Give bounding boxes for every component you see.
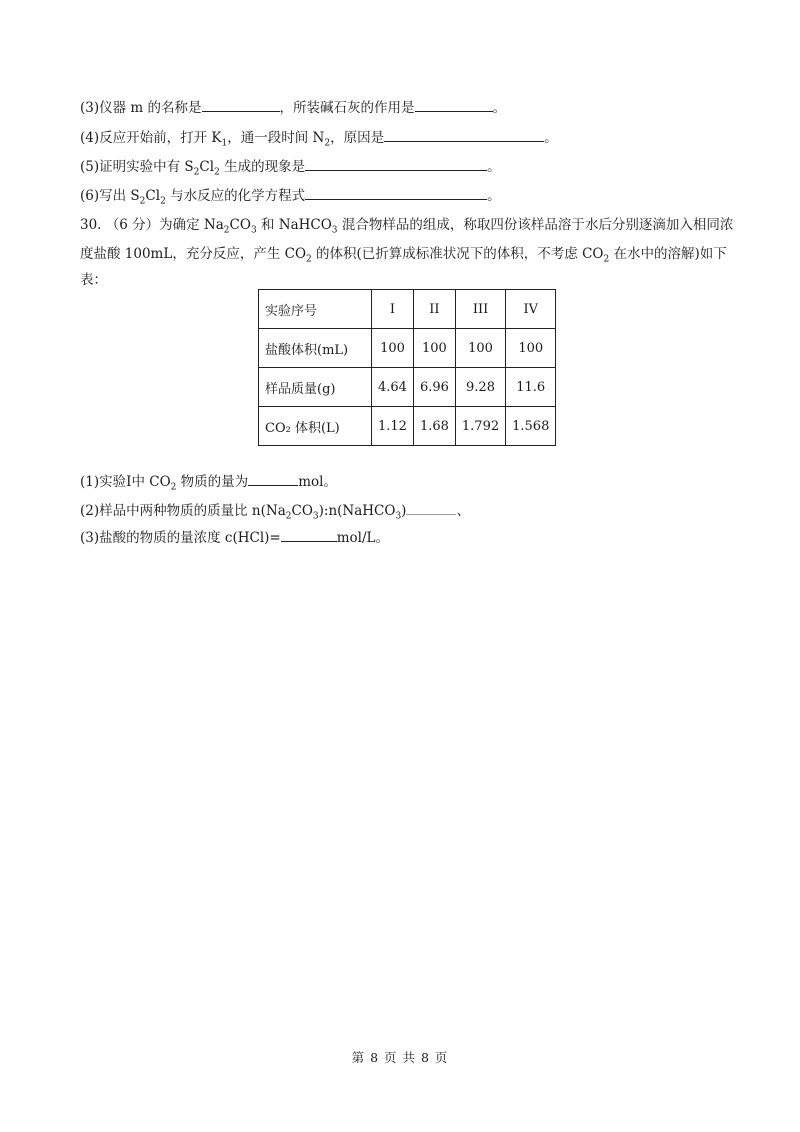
table-header-row: [259, 290, 556, 329]
s2-text-e: 、: [456, 503, 470, 519]
q4-text-3: ，原因是: [330, 130, 385, 146]
table-cell: 盐酸体积(mL): [259, 329, 372, 368]
s2-sub-1: 2: [285, 511, 292, 522]
q4-blank[interactable]: [384, 127, 544, 142]
q5-sub-1: 2: [193, 167, 200, 178]
s1-text-a: (1)实验I中 CO: [80, 474, 171, 490]
page-footer: 第 8 页 共 8 页: [351, 1050, 449, 1065]
q30-line-1: [80, 213, 733, 236]
q30-text-2c: 在水中的溶解)如下: [609, 246, 727, 262]
s3-text-a: (3)盐酸的物质的量浓度 c(HCl)=: [80, 530, 281, 546]
table-cell: 样品质量(g): [259, 368, 372, 407]
q30-line-2: [80, 242, 727, 265]
question-4: [80, 126, 558, 149]
s2-sub-2: 3: [312, 511, 319, 522]
subquestion-1: [80, 470, 337, 493]
table-header-cell: II: [413, 290, 455, 329]
q5-text-2: Cl: [199, 159, 215, 175]
table-row: [259, 368, 556, 407]
q5-blank[interactable]: [305, 156, 487, 171]
q30-sub-5: 2: [603, 254, 610, 265]
table-header-cell: I: [372, 290, 414, 329]
table-cell: 9.28: [455, 368, 505, 407]
table-row: [259, 407, 556, 446]
question-6: [80, 184, 501, 207]
q30-sub-1: 2: [223, 225, 230, 236]
q30-text-2a: 度盐酸 100mL，充分反应，产生 CO: [80, 246, 307, 262]
q4-text-2: ，通一段时间 N: [227, 130, 325, 146]
table-cell: 1.568: [506, 407, 556, 446]
q3-text-2: ，所装碱石灰的作用是: [279, 100, 415, 116]
s1-blank[interactable]: [248, 471, 298, 486]
s2-text-c: ):n(NaHCO: [318, 503, 396, 519]
table-row: [259, 329, 556, 368]
s2-text-b: CO: [291, 503, 313, 519]
table-cell: 1.12: [372, 407, 414, 446]
s1-text-b: 物质的量为: [176, 474, 249, 490]
table-cell: 4.64: [372, 368, 414, 407]
q5-text: (5)证明实验中有 S: [80, 159, 194, 175]
table-cell: 100: [455, 329, 505, 368]
subquestion-2: [80, 499, 470, 522]
q3-blank-2[interactable]: [415, 97, 493, 112]
q6-sub-1: 2: [139, 196, 146, 207]
q3-text: (3)仪器 m 的名称是: [80, 100, 202, 116]
q6-suffix: 。: [487, 188, 501, 204]
q6-blank[interactable]: [305, 185, 487, 200]
s3-blank[interactable]: [281, 527, 337, 542]
s2-sub-3: 3: [395, 511, 402, 522]
table-cell: 100: [413, 329, 455, 368]
q5-sub-2: 2: [214, 167, 220, 178]
table-cell: 100: [506, 329, 556, 368]
table-header-cell: IV: [506, 290, 556, 329]
table-cell: CO₂ 体积(L): [259, 407, 372, 446]
s3-text-b: mol/L。: [336, 530, 390, 546]
table-cell: 100: [372, 329, 414, 368]
q30-text-2b: 的体积(已折算成标准状况下的体积，不考虑 CO: [311, 246, 604, 262]
table-cell: 11.6: [506, 368, 556, 407]
q30-sub-3: 3: [331, 225, 338, 236]
q3-suffix: 。: [492, 100, 507, 116]
q4-suffix: 。: [544, 130, 558, 146]
subquestion-3: [80, 526, 389, 546]
table-header-cell: III: [455, 290, 505, 329]
q5-text-3: 生成的现象是: [219, 159, 306, 175]
q6-text: (6)写出 S: [80, 188, 140, 204]
q30-text-1a: 30. （6 分）为确定 Na: [80, 217, 224, 233]
q30-text-1c: 和 NaHCO: [256, 217, 332, 233]
q30-text-1b: CO: [229, 217, 251, 233]
question-5: [80, 155, 501, 178]
table-cell: 1.68: [413, 407, 455, 446]
q6-text-2: Cl: [145, 188, 161, 204]
q30-sub-4: 2: [306, 254, 312, 265]
q6-sub-2: 2: [160, 196, 166, 207]
q30-line-3: [80, 268, 107, 288]
s2-text-a: (2)样品中两种物质的质量比 n(Na: [80, 503, 286, 519]
table-cell: 1.792: [455, 407, 505, 446]
q30-text-1d: 混合物样品的组成，称取四份该样品溶于水后分别逐滴加入相同浓: [337, 217, 734, 233]
s1-sub: 2: [170, 482, 177, 493]
q5-suffix: 。: [487, 159, 501, 175]
table-cell: 6.96: [413, 368, 455, 407]
q6-text-3: 与水反应的化学方程式: [165, 188, 306, 204]
table-header-cell: 实验序号: [259, 290, 372, 329]
q3-blank-1[interactable]: [202, 97, 280, 112]
s1-text-c: mol。: [298, 474, 337, 490]
q4-sub-2: 2: [324, 138, 331, 149]
q4-sub-1: 1: [221, 138, 228, 149]
s2-blank[interactable]: [406, 500, 456, 515]
q30-text-3: 表：: [80, 272, 107, 288]
q30-sub-2: 3: [250, 225, 257, 236]
question-3: [80, 96, 506, 116]
results-table: [258, 289, 556, 446]
q4-text: (4)反应开始前，打开 K: [80, 130, 222, 146]
s2-text-d: ): [401, 503, 407, 519]
